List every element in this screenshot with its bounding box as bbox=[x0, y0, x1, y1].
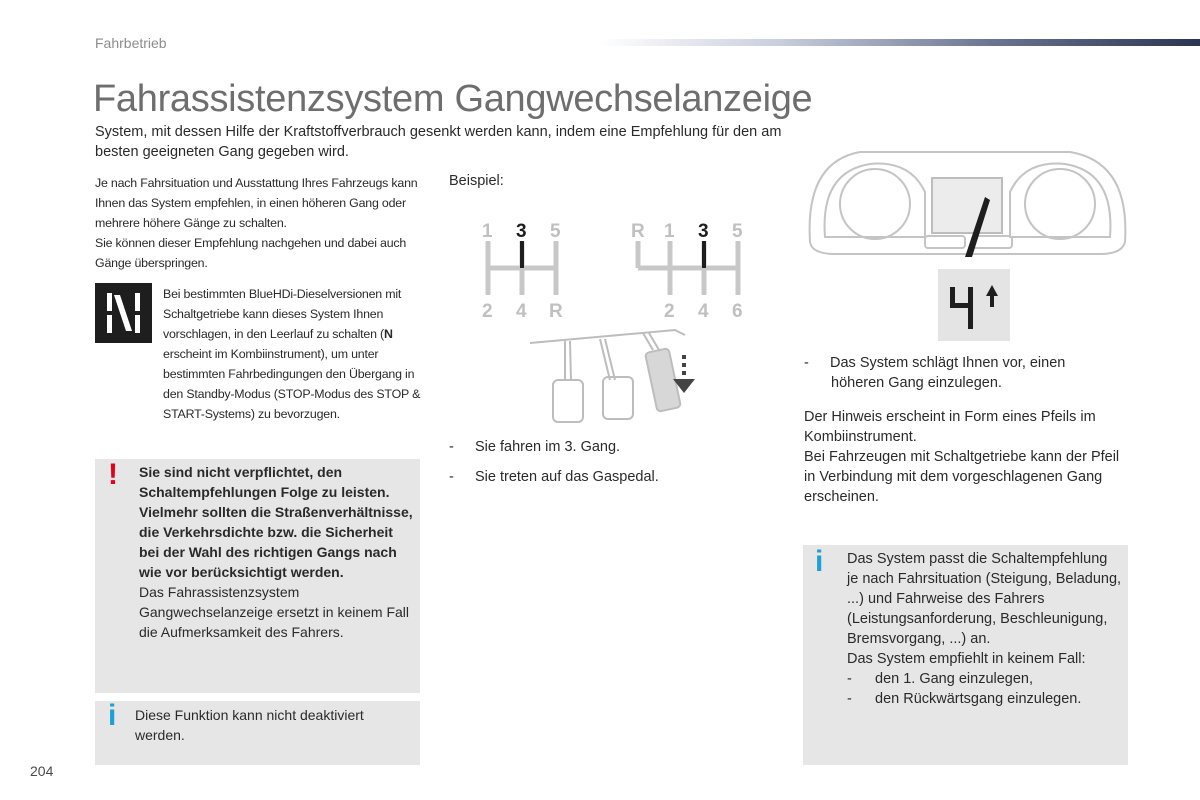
right-item-line2: höheren Gang einzulegen. bbox=[831, 375, 1002, 391]
gear-5-bottom-4: 4 bbox=[516, 301, 527, 322]
gear-6-top-1: 1 bbox=[664, 221, 675, 242]
list-dash: - bbox=[804, 355, 809, 371]
gear-6-top-3: 3 bbox=[698, 221, 709, 242]
gear-5-bottom-R: R bbox=[549, 301, 563, 322]
neutral-text-b: erscheint im Kombiinstrument), um unter bestimmten Fahrbedingungen den Übergang in den Standby-Modus (STOP-Modus des STOP & START-Systems) zu bevorzugen. bbox=[163, 347, 421, 421]
warning-bold-text: Sie sind nicht verpflichtet, den Schaltempfehlungen Folge zu leisten. Vielmehr sollten die Straßenverhältnisse, die Verkehrsdichte bzw. die Sicherheit bei der Wahl des richtigen Gangs nach wie vor berücksichtigt werden. bbox=[139, 464, 413, 580]
info-text-left: Diese Funktion kann nicht deaktiviert werden. bbox=[135, 707, 364, 743]
right-list-item bbox=[804, 353, 1124, 393]
list-dash: - bbox=[449, 439, 454, 455]
gear-6-top-5: 5 bbox=[732, 221, 743, 242]
gear-6-bottom-2: 2 bbox=[664, 301, 675, 322]
section-title: Fahrbetrieb bbox=[95, 35, 167, 51]
list-item-text: Sie fahren im 3. Gang. bbox=[475, 439, 621, 455]
neutral-text-a: Bei bestimmten BlueHDi-Dieselversionen mit Schaltgetriebe kann dieses System Ihnen vorschlagen, in den Leerlauf zu schalten ( bbox=[163, 287, 402, 341]
list-item-text: den 1. Gang einzulegen, bbox=[875, 671, 1034, 687]
info-right-text2: Das System empfiehlt in keinem Fall: bbox=[847, 651, 1086, 667]
gear-6-bottom-6: 6 bbox=[732, 301, 743, 322]
info-icon: i bbox=[108, 699, 117, 732]
left-paragraph-1: Je nach Fahrsituation und Ausstattung Ihres Fahrzeugs kann Ihnen das System empfehlen, in einen höheren Gang oder mehrere höhere Gänge zu schalten. bbox=[95, 176, 418, 230]
gear-5-top-5: 5 bbox=[550, 221, 561, 242]
example-list-item bbox=[449, 467, 709, 487]
list-item bbox=[847, 669, 1122, 689]
gear-5-bottom-2: 2 bbox=[482, 301, 493, 322]
warning-normal-text: Das Fahrassistenzsystem Gangwechselanzeige ersetzt in keinem Fall die Aufmerksamkeit des Fahrers. bbox=[139, 584, 410, 640]
info-right-text: Das System passt die Schaltempfehlung je nach Fahrsituation (Steigung, Beladung, ...) und Fahrweise des Fahrers (Leistungsanforderung, Beschleunigung, Bremsvorgang, ...) an. bbox=[847, 551, 1122, 647]
list-dash: - bbox=[847, 691, 852, 707]
intro-text: System, mit dessen Hilfe der Kraftstoffverbrauch gesenkt werden kann, indem eine Empfehlung für den am besten geeigneten Gang gegeben wird. bbox=[95, 124, 782, 160]
gear-6-bottom-4: 4 bbox=[698, 301, 709, 322]
pedals-illustration bbox=[525, 325, 715, 430]
right-item-line1: Das System schlägt Ihnen vor, einen bbox=[830, 355, 1066, 371]
warning-text bbox=[139, 462, 414, 642]
right-paragraph bbox=[804, 407, 1124, 507]
info-text-right bbox=[847, 549, 1122, 709]
left-paragraph bbox=[95, 173, 430, 273]
info-icon: i bbox=[815, 545, 824, 578]
right-paragraph-1: Der Hinweis erscheint in Form eines Pfeils im Kombiinstrument. bbox=[804, 409, 1096, 445]
neutral-letter: N bbox=[383, 327, 393, 341]
displayed-gear-value: 4 bbox=[938, 256, 947, 273]
page-number: 204 bbox=[30, 763, 54, 779]
left-paragraph-2: Sie können dieser Empfehlung nachgehen und dabei auch Gänge überspringen. bbox=[95, 236, 407, 270]
list-item-text: den Rückwärtsgang einzulegen. bbox=[875, 691, 1082, 707]
gear-display-icon bbox=[938, 256, 1010, 341]
instrument-cluster-illustration bbox=[800, 142, 1135, 272]
gear-5-top-1: 1 bbox=[482, 221, 493, 242]
right-paragraph-2: Bei Fahrzeugen mit Schaltgetriebe kann der Pfeil in Verbindung mit dem vorgeschlagenen Gang erscheinen. bbox=[804, 449, 1120, 505]
list-item bbox=[847, 689, 1122, 709]
gear-5-top-3: 3 bbox=[516, 221, 527, 242]
example-list-item bbox=[449, 437, 709, 457]
list-dash: - bbox=[847, 671, 852, 687]
header-gradient-bar bbox=[600, 39, 1200, 46]
neutral-N-icon bbox=[95, 283, 152, 343]
neutral-description bbox=[163, 284, 425, 424]
gear-shift-diagram bbox=[470, 215, 760, 328]
gear-6-top-R: R bbox=[631, 221, 645, 242]
warning-exclamation-icon: ! bbox=[108, 458, 118, 491]
example-label: Beispiel: bbox=[449, 173, 504, 189]
list-dash: - bbox=[449, 469, 454, 485]
list-item-text: Sie treten auf das Gaspedal. bbox=[475, 469, 659, 485]
page-title: Fahrassistenzsystem Gangwechselanzeige bbox=[93, 78, 813, 120]
